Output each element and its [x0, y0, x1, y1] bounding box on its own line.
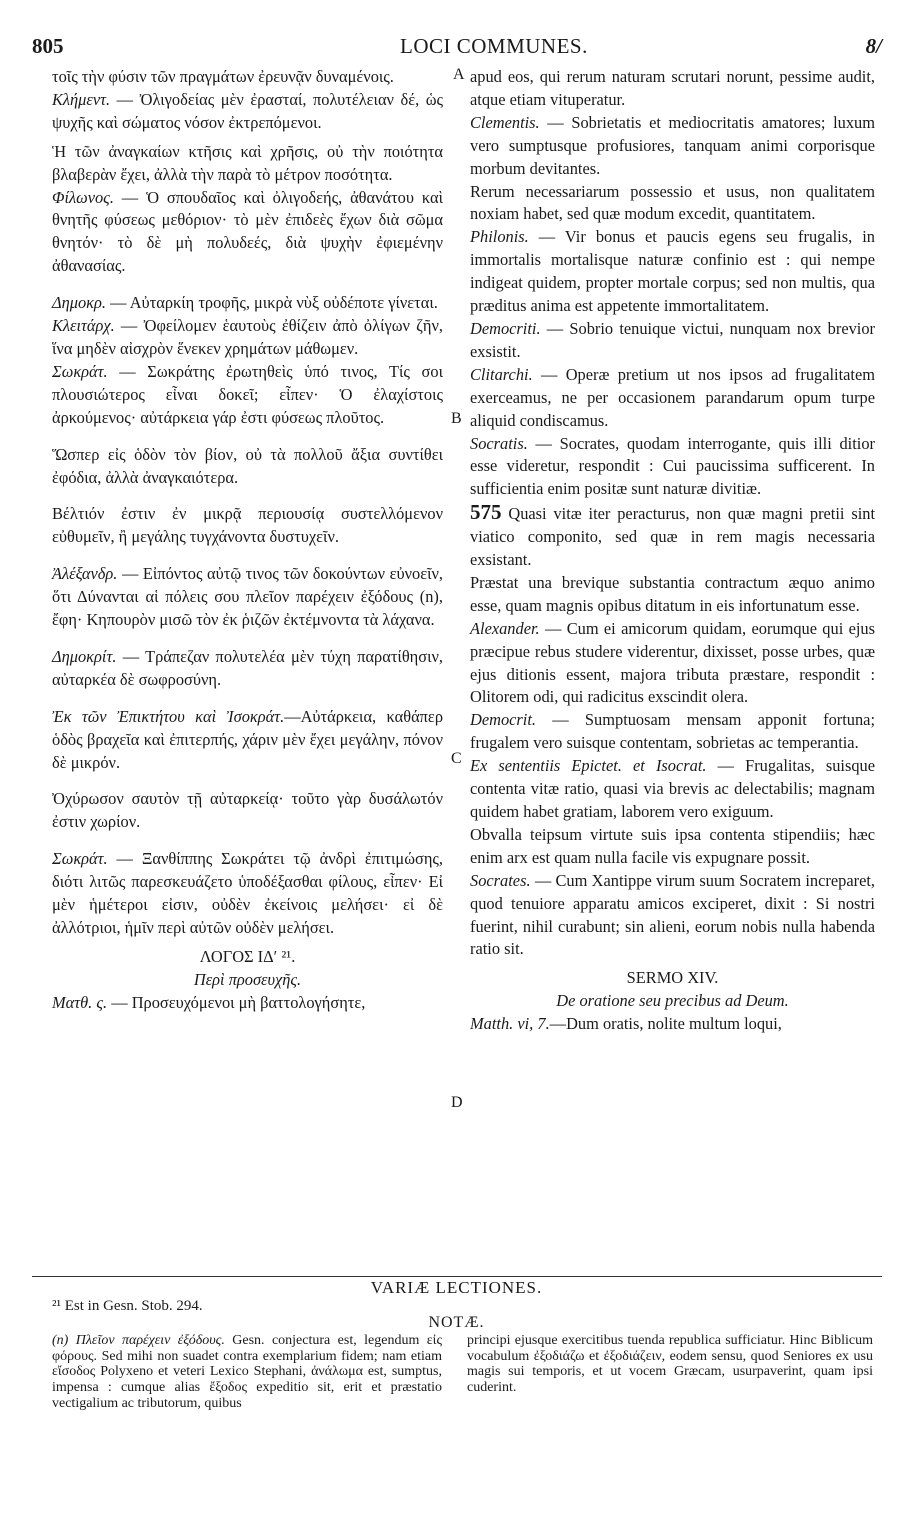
greek-section-title: ΛΟΓΟΣ ΙΔʹ ²¹. [199, 946, 296, 966]
latin-section-title: SERMO XIV. [626, 968, 719, 988]
greek-verse: Ματθ. ς. — Προσευχόμενοι μὴ βαττολογήσητε, [52, 992, 366, 1012]
page-number-left: 805 [32, 34, 64, 58]
section-number: 575 [470, 500, 502, 525]
latin-paragraph: Obvalla teipsum virtute suis ipsa contenta stipendiis; hæc enim arx est quam nulla facile vis expugnare possit. [470, 824, 875, 867]
latin-paragraph: 575 Quasi vitæ iter peracturus, non quæ magni pretii sint viatico componito, sed quæ in rem magis necessaria exsistant. [470, 500, 875, 570]
greek-paragraph: Δημοκρίτ. — Τράπεζαν πολυτελέα μὲν τύχη παρατίθησιν, αὐταρκέα δὲ σωφροσύνη. [52, 646, 443, 689]
latin-paragraph: Clitarchi. — Operæ pretium ut nos ipsos ad frugalitatem exerceamus, ne per occasionem parandarum opum turpe aliquid condiscamus. [470, 364, 875, 430]
latin-paragraph: apud eos, qui rerum naturam scrutari norunt, pessime audit, atque etiam vituperatur. [470, 67, 875, 109]
greek-paragraph: τοῖς τὴν φύσιν τῶν πραγμάτων ἐρευνᾷν δυναμένοις. [52, 67, 394, 86]
greek-paragraph: Ἀλέξανδρ. — Εἰπόντος αὐτῷ τινος τῶν δοκούντων εὐνοεῖν, ὅτι Δύνανται αἱ πόλεις σου πλεῖον παρέχειν ἐξόδους (n), ἔφη· Κηπουρὸν μισῶ τὸν ἐκ ῥιζῶν ἐκτέμνοντα τὰ λάχανα. [52, 564, 443, 630]
latin-paragraph: Democriti. — Sobrio tenuique victui, nunquam nox brevior exsistit. [470, 318, 875, 361]
notes-right-column: principi ejusque exercitibus tuenda republica sufficiatur. Hinc Biblicum vocabulum ἐξοδιάζω et ἐξοδιάζειν, eodem sensu, quod Seniores ex usu magis sui temporis, et ut vocem Græcam, usurpaverint, quam ipsi cuderint. [467, 1333, 873, 1396]
greek-section-subtitle: Περὶ προσευχῆς. [193, 969, 302, 989]
latin-paragraph: Alexander. — Cum ei amicorum quidam, eorumque qui ejus præcipue rebus studere viderentur, dixisset, posse urbes, quæ ejus ditionis essent, majora tributa præstare, respondit : Olitorem odi, qui radicitus exscindit olera. [470, 618, 875, 707]
margin-marker-a: A [453, 66, 465, 83]
greek-paragraph: Ἐκ τῶν Ἐπικτήτου καὶ Ἰσοκράτ.—Αὐτάρκεια, καθάπερ ὁδὸς βραχεῖα καὶ ἐπιτερπής, χάριν μὲν ἔχει μεγάλην, πόνον δὲ μικρόν. [52, 706, 443, 772]
greek-paragraph: Κλήμεντ. — Ὀλιγοδείας μὲν ἐρασταί, πολυτέλειαν δέ, ὡς ψυχῆς καὶ σώματος νόσον ἐκτρεπόμενοι. [52, 89, 443, 132]
margin-marker-b: B [451, 410, 462, 427]
greek-paragraph: Ὥσπερ εἰς ὁδὸν τὸν βίον, οὐ τὰ πολλοῦ ἄξια συντίθει ἐφόδια, ἀλλὰ ἀναγκαιότερα. [52, 444, 443, 487]
latin-paragraph: Rerum necessariarum possessio et usus, non qualitatem noxiam habet, sed quæ modum excedit, quantitatem. [470, 181, 875, 224]
greek-paragraph: Φίλωνος. — Ὁ σπουδαῖος καὶ ὀλιγοδεής, ἀθανάτου καὶ θνητῆς φύσεως μεθόριον· τὸ μὲν ἐπιδεὲς ἔχων διὰ σῶμα θνητόν· τὸ δὲ μὴ πολυδεές, διὰ ψυχὴν ἐφιεμένην ἀθανασίας. [52, 187, 443, 276]
greek-paragraph: Βέλτιόν ἐστιν ἐν μικρᾷ περιουσίᾳ συστελλόμενον εὐθυμεῖν, ἢ μεγάλης τυγχάνοντα δυστυχεῖν. [52, 504, 443, 547]
greek-paragraph: Σωκράτ. — Σωκράτης ἐρωτηθεὶς ὑπό τινος, Τίς σοι πλουσιώτερος εἶναι δοκεῖ; εἶπεν· Ὁ ἐλαχίστοις ἀρκούμενος· αὐτάρκεια γάρ ἐστι φύσεως πλοῦτος. [52, 361, 443, 427]
page-header [32, 34, 882, 60]
page-number-right: 8/ [865, 34, 882, 58]
latin-paragraph: Ex sententiis Epictet. et Isocrat. — Frugalitas, suisque contenta vitæ ratio, quasi via brevis ac delectabilis; magnam quidem habet gratiam, laborem vero exiguum. [470, 756, 875, 821]
latin-paragraph: Clementis. — Sobrietatis et mediocritatis amatores; luxum vero sumptusque profusiores, tanquam animi corporisque morbum devitantes. [470, 112, 875, 178]
margin-marker-d: D [451, 1094, 463, 1111]
notes-left-column: (n) Πλεῖον παρέχειν ἐξόδους. Gesn. conjectura est, legendum εἰς φόρους. Sed mihi non suadet contra exemplarium fidem; nam etiam εἴσοδος Polyxeno et veteri Lexico Stephani, ἀνάλωμα est, sumptus, impensa : cumque alias ἔξοδος expeditio sit, erit et præstatio vectigalium ac tributorum, quibus [52, 1333, 442, 1411]
variant-note: ²¹ Est in Gesn. Stob. 294. [52, 1298, 203, 1314]
latin-paragraph: Socratis. — Socrates, quodam interrogante, quis illi ditior esse videretur, respondit : Cui paucissima sufficerent. In sufficientia enim positæ sunt naturæ divitiæ. [470, 433, 875, 499]
variae-lectiones-title: VARIÆ LECTIONES. [370, 1278, 543, 1297]
greek-paragraph: Δημοκρ. — Αὐταρκίη τροφῆς, μικρὰ νὺξ οὐδέποτε γίνεται. [52, 293, 438, 313]
greek-column [52, 66, 443, 1015]
greek-paragraph: Ὀχύρωσον σαυτὸν τῇ αὐταρκείᾳ· τοῦτο γὰρ δυσάλωτόν ἐστιν χωρίον. [52, 789, 443, 832]
greek-paragraph: Σωκράτ. — Ξανθίππης Σωκράτει τῷ ἀνδρὶ ἐπιτιμώσης, διότι λιτῶς παρεσκευάζετο ὑποδέξασθαι φίλους, εἶπεν· Εἰ μὲν ἡμέτεροι εἰσιν, οὐδὲν ἐκείνοις μελήσει· εἰ δὲ ἀλλότριοι, ἡμῖν περὶ αὐτῶν οὐδὲν μελήσει. [52, 849, 443, 937]
margin-marker-c: C [451, 750, 462, 767]
notae-title: NOTÆ. [428, 1314, 485, 1331]
latin-section-subtitle: De oratione seu precibus ad Deum. [556, 991, 789, 1011]
greek-paragraph: Κλειτάρχ. — Ὀφείλομεν ἑαυτοὺς ἐθίζειν ἀπὸ ὀλίγων ζῆν, ἵνα μηδὲν αἰσχρὸν ἕνεκεν χρημάτων μάθωμεν. [52, 316, 443, 358]
latin-verse: Matth. vi, 7.—Dum oratis, nolite multum loqui, [470, 1014, 782, 1034]
latin-paragraph: Socrates. — Cum Xantippe virum suum Socratem increparet, quod tenuiore apparatu amicos exciperet, dixit : Si nostri fuerint, nihil curabunt; sin alieni, eorum nobis nulla habenda ratio sit. [470, 870, 875, 959]
greek-paragraph: Ἡ τῶν ἀναγκαίων κτῆσις καὶ χρῆσις, οὐ τὴν ποιότητα βλαβερὰν ἔχει, ἀλλὰ τὴν παρὰ τὸ μέτρον ποσότητα. [52, 141, 443, 184]
latin-paragraph: Præstat una brevique substantia contractum æquo animo esse, quam magnis opibus ditatum in eis infortunatum esse. [470, 572, 875, 615]
latin-column [470, 66, 875, 1036]
latin-paragraph: Democrit. — Sumptuosam mensam apponit fortuna; frugalem vero suisque contentam, sobrietas ac temperantia. [470, 710, 875, 753]
running-title: LOCI COMMUNES. [400, 34, 588, 58]
latin-paragraph: Philonis. — Vir bonus et paucis egens seu frugalis, in immortalis mortalisque naturæ confinio est : qui nempe indigeat quidem, propter mortale corpus; sed non multis, qua præditus anima est appetente immortalitatem. [470, 227, 875, 316]
footnote-rule [32, 1276, 882, 1277]
